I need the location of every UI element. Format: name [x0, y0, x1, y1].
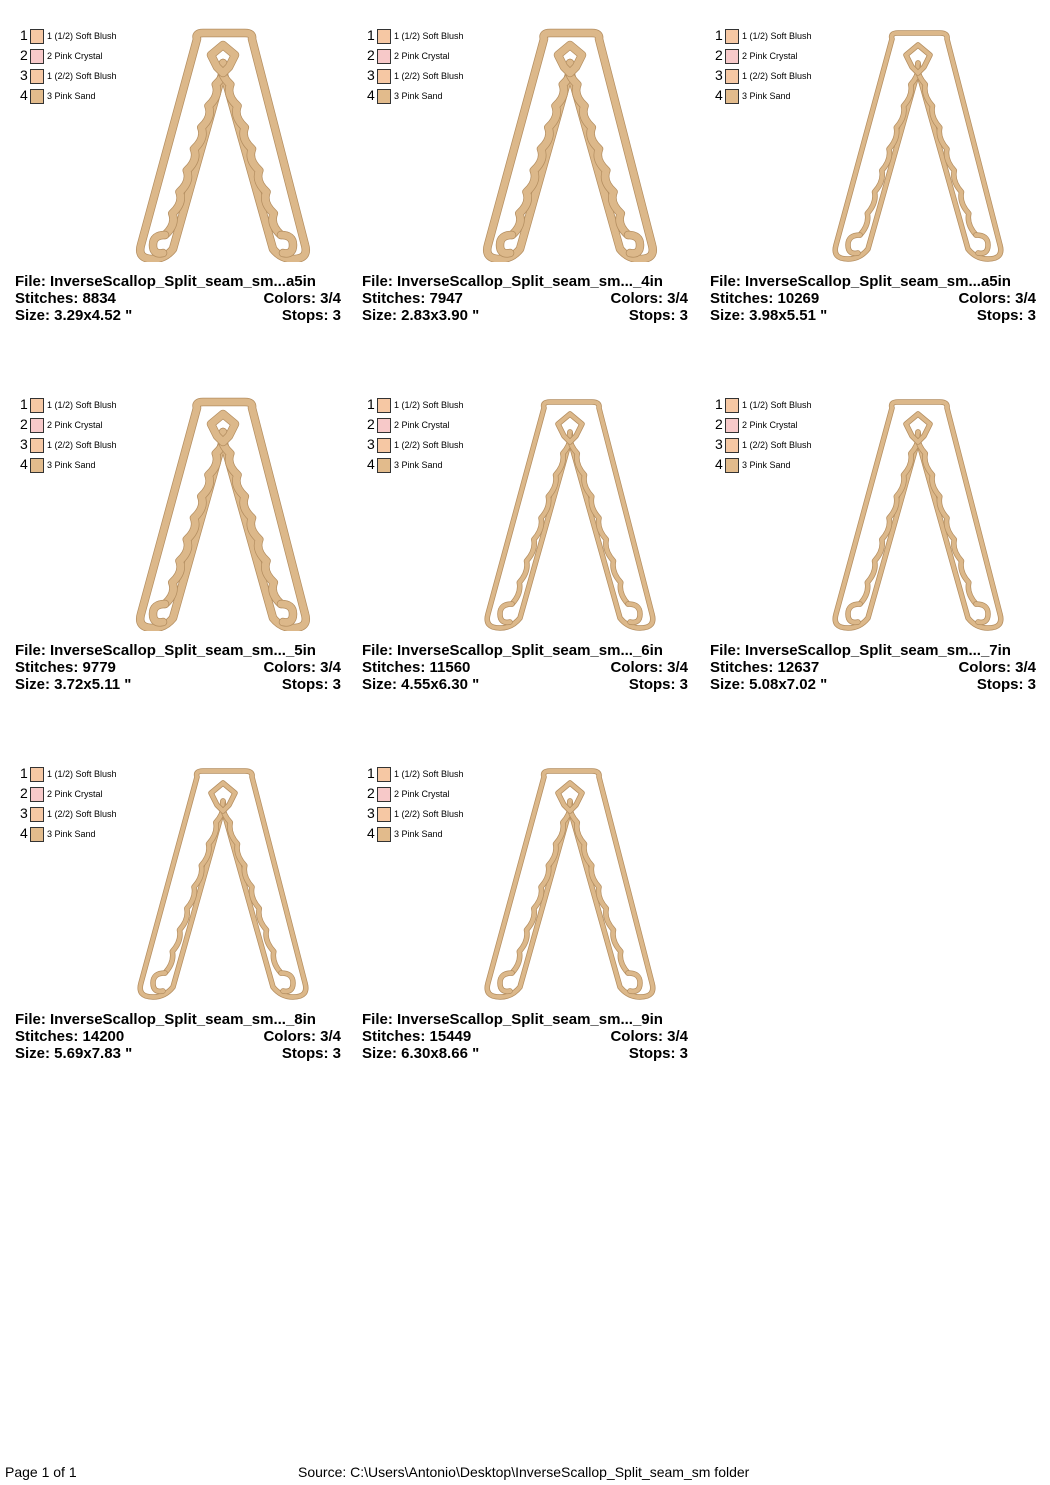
color-swatch — [30, 458, 44, 473]
stitch-count: Stitches: 8834 — [15, 290, 116, 307]
stitch-line — [860, 432, 918, 604]
color-swatch — [377, 398, 391, 413]
color-swatch — [377, 29, 391, 44]
embroidery-design-preview — [135, 765, 315, 1000]
color-count: Colors: 3/4 — [263, 1028, 341, 1045]
stitch-count: Stitches: 14200 — [15, 1028, 125, 1045]
color-swatch — [30, 418, 44, 433]
stitch-count: Stitches: 12637 — [710, 659, 820, 676]
design-info — [710, 273, 1036, 324]
file-name-line — [362, 642, 688, 659]
stitch-line — [165, 63, 224, 235]
color-swatch — [30, 29, 44, 44]
file-name: File: InverseScallop_Split_seam_sm..._4in — [362, 273, 663, 290]
legend-item — [20, 765, 150, 781]
color-swatch — [30, 49, 44, 64]
stitches-line — [710, 659, 1036, 676]
legend-item — [20, 456, 150, 472]
color-swatch — [725, 69, 739, 84]
stitch-count: Stitches: 9779 — [15, 659, 116, 676]
stitch-count: Stitches: 11560 — [362, 659, 471, 676]
legend-number: 4 — [715, 87, 723, 103]
legend-label: 2 Pink Crystal — [47, 420, 103, 430]
legend-number: 1 — [20, 27, 28, 43]
legend-item — [367, 765, 497, 781]
color-swatch — [725, 29, 739, 44]
legend-number: 4 — [20, 87, 28, 103]
color-swatch — [377, 69, 391, 84]
legend-label: 2 Pink Crystal — [394, 789, 450, 799]
stitch-line — [570, 432, 628, 604]
legend-label: 1 (2/2) Soft Blush — [742, 71, 812, 81]
legend-item — [20, 396, 150, 412]
legend-label: 1 (2/2) Soft Blush — [47, 440, 117, 450]
legend-item — [715, 87, 845, 103]
color-swatch — [30, 827, 44, 842]
file-name-line — [362, 1011, 688, 1028]
stitch-line — [860, 63, 918, 235]
stop-count: Stops: 3 — [281, 676, 341, 693]
size-line — [710, 676, 1036, 693]
legend-label: 3 Pink Sand — [394, 91, 443, 101]
legend-label: 1 (2/2) Soft Blush — [394, 440, 464, 450]
legend-item — [367, 785, 497, 801]
color-swatch — [725, 398, 739, 413]
file-name: File: InverseScallop_Split_seam_sm..._8in — [15, 1011, 316, 1028]
stitch-line — [281, 604, 293, 622]
color-swatch — [725, 438, 739, 453]
file-name: File: InverseScallop_Split_seam_sm..._7in — [710, 642, 1011, 659]
legend-number: 3 — [367, 805, 375, 821]
stitches-line — [15, 1028, 341, 1045]
legend-number: 2 — [20, 785, 28, 801]
stitch-count: Stitches: 7947 — [362, 290, 463, 307]
stitch-line — [281, 235, 293, 253]
color-swatch — [30, 438, 44, 453]
legend-label: 2 Pink Crystal — [47, 789, 103, 799]
legend-label: 1 (2/2) Soft Blush — [394, 809, 464, 819]
stitches-line — [710, 290, 1036, 307]
legend-item — [20, 67, 150, 83]
stitch-line — [153, 604, 165, 622]
embroidery-design-preview — [482, 765, 662, 1000]
stitch-line — [512, 801, 570, 973]
stitch-line — [165, 801, 223, 973]
legend-item — [715, 436, 845, 452]
legend-label: 2 Pink Crystal — [47, 51, 103, 61]
legend-label: 1 (2/2) Soft Blush — [47, 71, 117, 81]
legend-number: 2 — [20, 416, 28, 432]
legend-label: 3 Pink Sand — [47, 460, 96, 470]
design-info — [15, 642, 341, 693]
design-size: Size: 3.98x5.51 " — [710, 307, 828, 324]
legend-number: 2 — [20, 47, 28, 63]
file-name-line — [710, 273, 1036, 290]
legend-label: 3 Pink Sand — [47, 91, 96, 101]
legend-number: 4 — [715, 456, 723, 472]
color-swatch — [377, 418, 391, 433]
legend-item — [367, 67, 497, 83]
stop-count: Stops: 3 — [628, 307, 688, 324]
legend-item — [715, 396, 845, 412]
design-size: Size: 4.55x6.30 " — [362, 676, 480, 693]
color-swatch — [377, 767, 391, 782]
legend-label: 1 (1/2) Soft Blush — [742, 400, 812, 410]
legend-number: 3 — [367, 67, 375, 83]
file-name-line — [710, 642, 1036, 659]
legend-number: 1 — [367, 27, 375, 43]
stitch-line — [222, 63, 281, 235]
color-swatch — [30, 69, 44, 84]
stop-count: Stops: 3 — [976, 307, 1036, 324]
legend-label: 1 (1/2) Soft Blush — [47, 769, 117, 779]
legend-item — [367, 396, 497, 412]
color-count: Colors: 3/4 — [958, 290, 1036, 307]
legend-item — [20, 785, 150, 801]
legend-number: 3 — [367, 436, 375, 452]
stitches-line — [362, 290, 688, 307]
legend-item — [715, 456, 845, 472]
color-count: Colors: 3/4 — [610, 290, 688, 307]
legend-label: 2 Pink Crystal — [394, 420, 450, 430]
design-size: Size: 5.08x7.02 " — [710, 676, 828, 693]
color-swatch — [377, 787, 391, 802]
stitch-line — [223, 801, 281, 973]
legend-item — [20, 416, 150, 432]
legend-number: 1 — [367, 396, 375, 412]
stitch-line — [165, 432, 224, 604]
color-swatch — [377, 458, 391, 473]
legend-item — [715, 416, 845, 432]
color-count: Colors: 3/4 — [263, 659, 341, 676]
color-swatch — [725, 89, 739, 104]
design-info — [362, 642, 688, 693]
legend-number: 4 — [367, 825, 375, 841]
legend-item — [715, 67, 845, 83]
size-line — [362, 676, 688, 693]
design-card — [362, 396, 692, 736]
legend-number: 4 — [20, 456, 28, 472]
design-info — [710, 642, 1036, 693]
stitch-line — [918, 432, 976, 604]
design-info — [362, 1011, 688, 1062]
size-line — [15, 1045, 341, 1062]
color-swatch — [377, 827, 391, 842]
stitch-count: Stitches: 15449 — [362, 1028, 472, 1045]
legend-label: 1 (1/2) Soft Blush — [742, 31, 812, 41]
legend-item — [367, 47, 497, 63]
legend-item — [20, 436, 150, 452]
legend-item — [367, 416, 497, 432]
embroidery-design-preview — [135, 27, 315, 262]
color-count: Colors: 3/4 — [958, 659, 1036, 676]
legend-label: 3 Pink Sand — [742, 91, 791, 101]
legend-label: 1 (2/2) Soft Blush — [394, 71, 464, 81]
design-size: Size: 3.29x4.52 " — [15, 307, 133, 324]
legend-number: 3 — [715, 436, 723, 452]
file-name-line — [15, 642, 341, 659]
legend-item — [715, 47, 845, 63]
file-name-line — [362, 273, 688, 290]
size-line — [15, 676, 341, 693]
color-swatch — [725, 49, 739, 64]
legend-label: 1 (2/2) Soft Blush — [742, 440, 812, 450]
legend-number: 2 — [367, 785, 375, 801]
stitch-line — [222, 432, 281, 604]
stitch-line — [153, 235, 165, 253]
size-line — [710, 307, 1036, 324]
embroidery-design-preview — [482, 396, 662, 631]
legend-number: 1 — [367, 765, 375, 781]
color-swatch — [30, 89, 44, 104]
legend-label: 3 Pink Sand — [47, 829, 96, 839]
legend-label: 2 Pink Crystal — [394, 51, 450, 61]
color-swatch — [377, 89, 391, 104]
legend-label: 3 Pink Sand — [394, 829, 443, 839]
legend-label: 1 (1/2) Soft Blush — [394, 400, 464, 410]
design-card — [362, 765, 692, 1105]
legend-item — [367, 436, 497, 452]
legend-number: 4 — [367, 456, 375, 472]
color-count: Colors: 3/4 — [263, 290, 341, 307]
file-name: File: InverseScallop_Split_seam_sm..._5in — [15, 642, 316, 659]
legend-item — [20, 805, 150, 821]
embroidery-design-preview — [482, 27, 662, 262]
legend-item — [20, 47, 150, 63]
stitch-line — [569, 63, 628, 235]
stitches-line — [362, 1028, 688, 1045]
legend-number: 4 — [20, 825, 28, 841]
size-line — [15, 307, 341, 324]
design-card — [710, 27, 1040, 367]
stitch-line — [512, 432, 570, 604]
color-swatch — [725, 418, 739, 433]
design-card — [710, 396, 1040, 736]
legend-label: 1 (1/2) Soft Blush — [394, 769, 464, 779]
size-line — [362, 1045, 688, 1062]
legend-label: 1 (1/2) Soft Blush — [394, 31, 464, 41]
legend-number: 2 — [715, 47, 723, 63]
color-count: Colors: 3/4 — [610, 1028, 688, 1045]
stop-count: Stops: 3 — [976, 676, 1036, 693]
source-path: Source: C:\Users\Antonio\Desktop\InverseScallop_Split_seam_sm folder — [298, 1464, 750, 1480]
file-name: File: InverseScallop_Split_seam_sm..._6in — [362, 642, 663, 659]
legend-number: 2 — [367, 47, 375, 63]
stop-count: Stops: 3 — [281, 1045, 341, 1062]
size-line — [362, 307, 688, 324]
design-card — [15, 396, 345, 736]
design-card — [15, 27, 345, 367]
legend-label: 2 Pink Crystal — [742, 51, 798, 61]
stitches-line — [15, 659, 341, 676]
color-swatch — [30, 787, 44, 802]
legend-number: 1 — [715, 27, 723, 43]
color-swatch — [30, 398, 44, 413]
color-swatch — [30, 767, 44, 782]
file-name: File: InverseScallop_Split_seam_sm...a5in — [15, 273, 316, 290]
embroidery-design-preview — [830, 27, 1010, 262]
file-name-line — [15, 1011, 341, 1028]
legend-item — [20, 825, 150, 841]
stitch-line — [570, 801, 628, 973]
stitch-line — [500, 235, 512, 253]
color-count: Colors: 3/4 — [610, 659, 688, 676]
legend-number: 2 — [715, 416, 723, 432]
color-swatch — [30, 807, 44, 822]
stop-count: Stops: 3 — [628, 1045, 688, 1062]
stitches-line — [15, 290, 341, 307]
legend-item — [715, 27, 845, 43]
design-info — [15, 1011, 341, 1062]
legend-item — [367, 825, 497, 841]
color-swatch — [377, 49, 391, 64]
legend-label: 1 (2/2) Soft Blush — [47, 809, 117, 819]
legend-number: 3 — [20, 67, 28, 83]
legend-label: 3 Pink Sand — [394, 460, 443, 470]
stitch-line — [628, 235, 640, 253]
legend-label: 3 Pink Sand — [742, 460, 791, 470]
legend-number: 3 — [715, 67, 723, 83]
legend-item — [20, 87, 150, 103]
legend-number: 4 — [367, 87, 375, 103]
legend-item — [367, 27, 497, 43]
design-size: Size: 3.72x5.11 " — [15, 676, 132, 693]
stitches-line — [362, 659, 688, 676]
legend-number: 1 — [20, 765, 28, 781]
design-info — [362, 273, 688, 324]
file-name: File: InverseScallop_Split_seam_sm..._9in — [362, 1011, 663, 1028]
design-size: Size: 5.69x7.83 " — [15, 1045, 133, 1062]
legend-item — [367, 805, 497, 821]
file-name-line — [15, 273, 341, 290]
legend-number: 3 — [20, 436, 28, 452]
design-card — [362, 27, 692, 367]
color-swatch — [377, 438, 391, 453]
legend-label: 1 (1/2) Soft Blush — [47, 400, 117, 410]
legend-item — [367, 456, 497, 472]
legend-item — [367, 87, 497, 103]
page-number: Page 1 of 1 — [5, 1464, 77, 1480]
file-name: File: InverseScallop_Split_seam_sm...a5in — [710, 273, 1011, 290]
stitch-line — [512, 63, 571, 235]
design-info — [15, 273, 341, 324]
embroidery-design-preview — [135, 396, 315, 631]
embroidery-design-preview — [830, 396, 1010, 631]
legend-number: 1 — [715, 396, 723, 412]
stop-count: Stops: 3 — [628, 676, 688, 693]
legend-label: 1 (1/2) Soft Blush — [47, 31, 117, 41]
legend-number: 3 — [20, 805, 28, 821]
legend-number: 1 — [20, 396, 28, 412]
design-size: Size: 2.83x3.90 " — [362, 307, 480, 324]
stop-count: Stops: 3 — [281, 307, 341, 324]
legend-number: 2 — [367, 416, 375, 432]
stitch-line — [918, 63, 976, 235]
color-swatch — [377, 807, 391, 822]
stitch-count: Stitches: 10269 — [710, 290, 820, 307]
color-swatch — [725, 458, 739, 473]
design-size: Size: 6.30x8.66 " — [362, 1045, 480, 1062]
design-card — [15, 765, 345, 1105]
legend-item — [20, 27, 150, 43]
legend-label: 2 Pink Crystal — [742, 420, 798, 430]
